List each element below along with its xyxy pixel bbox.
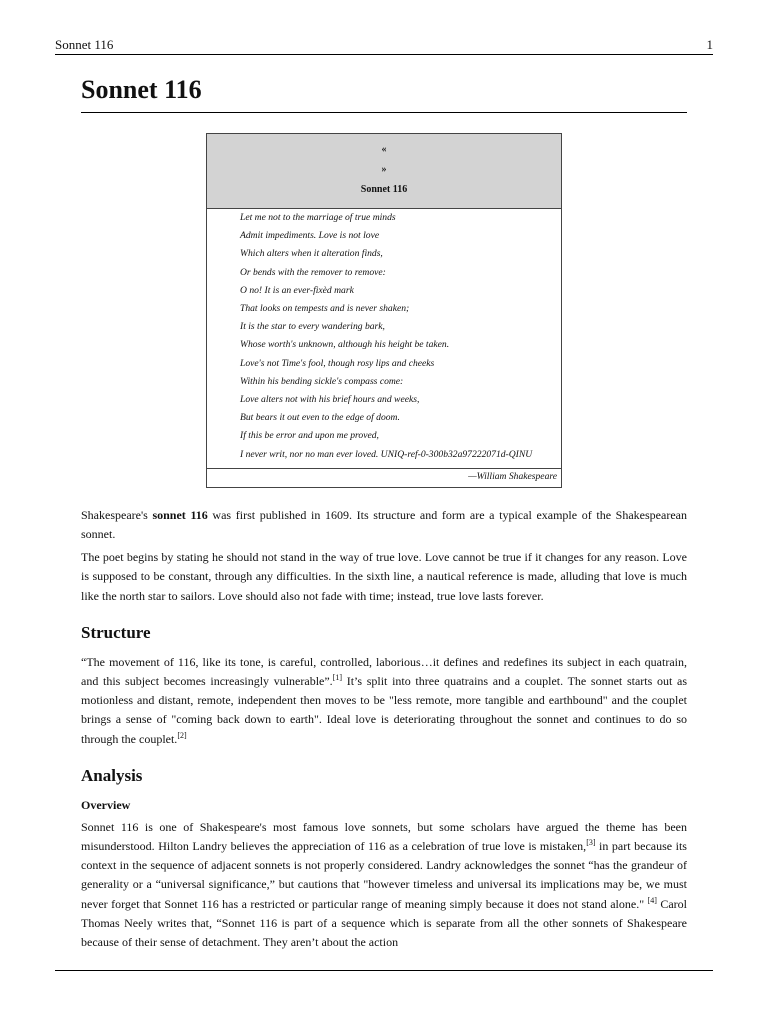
analysis-text: Carol Thomas Neely writes that, “Sonnet 116 is part of a sequence which is separate from all the other sonnets of Shakespeare because of their sense of detachment. They aren’t about the action <box>81 896 687 950</box>
overview-subheading: Overview <box>81 797 131 812</box>
poem-text <box>207 209 561 468</box>
poem-line: Let me not to the marriage of true minds <box>240 212 396 223</box>
intro-paragraph-2: The poet begins by stating he should not stand in the way of true love. Love cannot be true if it changes for any reason. Love is supposed to be constant, through any difficulties. In the sixth line, a nautical reference is made, alluding that love is much like the north star to sailors. Love should also not fade with time; instead, true love lasts forever. <box>81 550 687 603</box>
poem-line: O no! It is an ever-fixèd mark <box>240 284 354 296</box>
header-rule <box>55 54 713 55</box>
poem-line: Whose worth's unknown, although his height be taken. <box>240 339 450 351</box>
structure-text: It’s split into three quatrains and a couplet. The sonnet starts out as motionless and distant, remote, independent then moves to be "less remote, more tangible and earthbound" and the couplet brings a sense of "coming back down to earth". Ideal love is deteriorating throughout the sonnet and continues to do so through the couplet. <box>81 674 687 746</box>
poem-line: It is the star to every wandering bark, <box>240 321 385 333</box>
ref-link-4[interactable]: [4] <box>647 895 657 905</box>
page-number: 1 <box>706 37 713 52</box>
analysis-text: Sonnet 116 is one of Shakespeare's most famous love sonnets, but some scholars have argued the theme has been misunderstood. Hilton Landry believes the appreciation of 116 as a celebration of true love is mistaken, <box>81 819 687 854</box>
structure-heading: Structure <box>81 622 151 642</box>
analysis-paragraph <box>81 818 687 952</box>
poem-line: If this be error and upon me proved, <box>240 430 379 442</box>
footer-rule <box>55 970 713 971</box>
infobox-title: Sonnet 116 <box>360 184 408 195</box>
analysis-text: in part because its context in the sequence of adjacent sonnets is not properly considered. Landry acknowledges the sonnet “has the grandeur of generality or a “universal significance,” but cautions that "however timeless and universal its implications may be, we must never forget that Sonnet 116 has a restricted or particular range of meaning simply because it does not stand alone." <box>81 839 687 911</box>
running-header <box>55 37 713 53</box>
title-rule <box>81 112 687 113</box>
page-title: Sonnet 116 <box>81 75 202 104</box>
poem-line: Love's not Time's fool, though rosy lips and cheeks <box>240 357 435 369</box>
poem-line: I never writ, nor no man ever loved. UNIQ-ref-0-300b32a97222071d-QINU <box>240 448 533 460</box>
poem-line: Within his bending sickle's compass come: <box>240 375 404 387</box>
intro-text: Shakespeare's <box>81 507 153 522</box>
poem-line: That looks on tempests and is never shaken; <box>240 303 410 315</box>
intro-paragraph-1 <box>81 506 687 544</box>
infobox-header <box>207 134 561 209</box>
poem-line: Or bends with the remover to remove: <box>240 266 386 278</box>
analysis-heading: Analysis <box>81 765 143 785</box>
poem-attribution: —William Shakespeare <box>207 468 561 487</box>
poem-line: Admit impediments. Love is not love <box>240 230 380 242</box>
prev-sonnet-link[interactable]: « <box>381 144 387 155</box>
page-content <box>81 68 687 956</box>
poem-line: Which alters when it alteration finds, <box>240 248 383 260</box>
structure-text: “The movement of 116, like its tone, is careful, controlled, laborious…it defines and redefines its subject in each quatrain, and this subject becomes increasingly vulnerable”. <box>81 654 687 689</box>
next-sonnet-link[interactable]: » <box>381 164 387 175</box>
poem-line: Love alters not with his brief hours and weeks, <box>240 394 420 406</box>
sonnet-infobox <box>206 133 562 488</box>
running-title: Sonnet 116 <box>55 37 114 52</box>
ref-link-1[interactable]: [1] <box>332 673 343 683</box>
ref-link-3[interactable]: [3] <box>586 838 596 848</box>
intro-bold-term: sonnet 116 <box>152 507 208 522</box>
ref-link-2[interactable]: [2] <box>177 730 187 740</box>
intro-text: was first published in 1609. Its structure and form are a typical example of the Shakespearean sonnet. <box>81 507 687 542</box>
poem-line: But bears it out even to the edge of doom. <box>240 412 400 424</box>
structure-paragraph <box>81 653 687 749</box>
